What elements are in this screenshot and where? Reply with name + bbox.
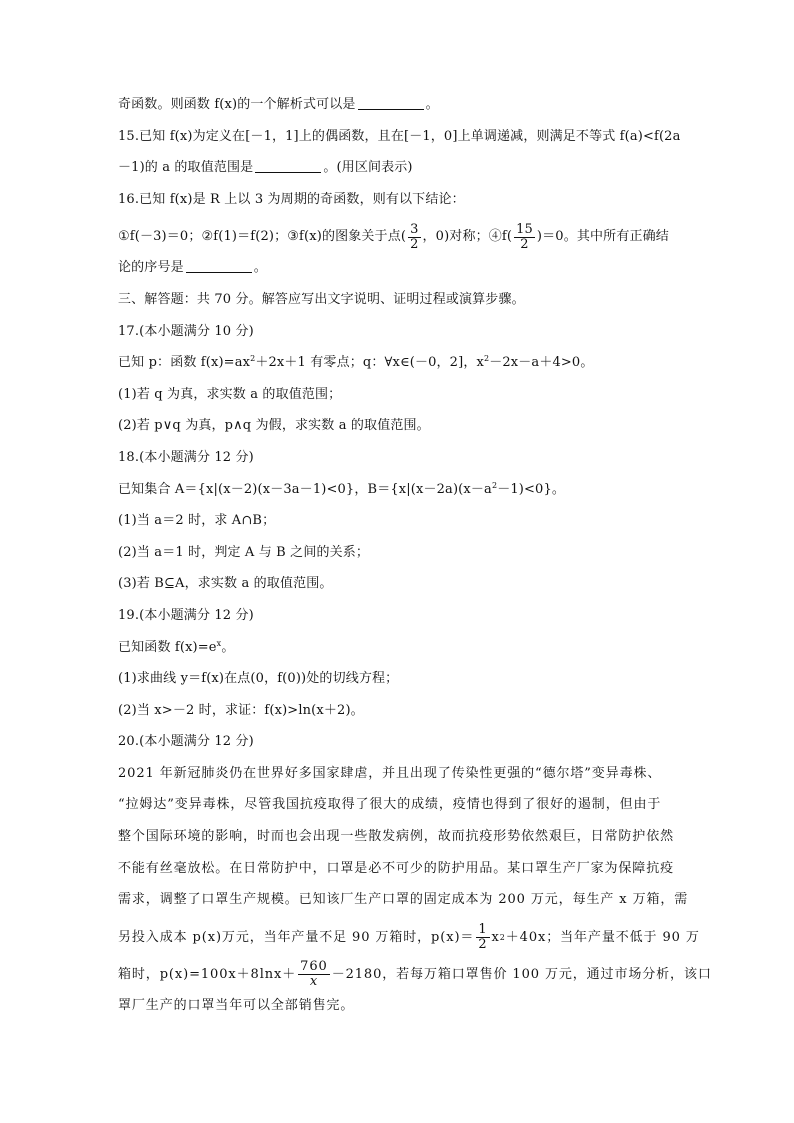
text-line <box>118 638 688 658</box>
text: (3)若 B⊆A，求实数 a 的取值范围。 <box>118 576 333 592</box>
text: (1)求曲线 y＝f(x)在点(0，f(0))处的切线方程； <box>118 671 399 687</box>
text: 已知集合 A＝{x|(x－2)(x－3a－1)<0}，B＝{x|(x－2a)(x－a <box>118 481 492 497</box>
fraction <box>476 923 489 952</box>
text: (1)若 q 为真，求实数 a 的取值范围； <box>118 386 342 402</box>
text: 三、解答题：共 70 分。解答应写出文字说明、证明过程或演算步骤。 <box>118 291 525 307</box>
text: 不能有丝毫放松。在日常防护中，口罩是必不可少的防护用品。某口罩生产厂家为保障抗疫 <box>118 860 675 876</box>
text: 奇函数。则函数 f(x)的一个解析式可以是 <box>118 97 356 112</box>
text: －2x－a＋4>0。 <box>489 355 594 371</box>
text-line <box>118 574 688 594</box>
text: (2)若 p∨q 为真，p∧q 为假，求实数 a 的取值范围。 <box>118 418 430 434</box>
text: ，0)对称；④f( <box>422 229 513 245</box>
numerator: 15 <box>516 221 533 237</box>
paragraph-line-with-fraction <box>118 959 712 991</box>
paragraph-line <box>118 890 688 910</box>
text: ＋40x；当年产量不低于 90 万 <box>505 929 700 945</box>
text: 箱时，p(x)=100x＋8lnx＋ <box>118 966 297 982</box>
fraction <box>408 223 420 252</box>
text-line-with-fractions <box>118 221 688 253</box>
text-line <box>118 543 688 563</box>
paragraph-line <box>118 996 688 1016</box>
text: 19.(本小题满分 12 分) <box>118 607 254 623</box>
fraction <box>514 223 535 252</box>
question-16-line <box>118 190 688 210</box>
text-line <box>118 385 688 405</box>
text: －1)的 a 的取值范围是 <box>118 160 254 176</box>
paragraph-line <box>118 859 688 879</box>
text-line <box>118 95 688 115</box>
text: 。 <box>221 639 235 655</box>
text: 。 <box>425 97 439 112</box>
text: “拉姆达”变异毒株，尽管我国抗疫取得了很大的成绩，疫情也得到了很好的遏制，但由于 <box>118 797 662 813</box>
text: (2)当 x>－2 时，求证：f(x)>ln(x＋2)。 <box>118 702 364 718</box>
fraction <box>298 960 330 989</box>
text: (2)当 a＝1 时，判定 A 与 B 之间的关系； <box>118 544 370 560</box>
question-20-heading <box>118 732 688 752</box>
text-line <box>118 511 688 531</box>
text: 整个国际环境的影响，时而也会出现一些散发病例，故而抗疫形势依然艰巨，日常防护依然 <box>118 829 675 845</box>
text-line <box>118 480 688 500</box>
paragraph-line <box>118 795 688 815</box>
text: 论的序号是 <box>118 260 184 276</box>
text: 20.(本小题满分 12 分) <box>118 734 254 750</box>
denominator: 2 <box>410 236 419 252</box>
text: 15.已知 f(x)为定义在[－1，1]上的偶函数，且在[－1，0]上单调递减，则满足不等式 f(a)<f(2a <box>118 128 681 144</box>
text: 16.已知 f(x)是 R 上以 3 为周期的奇函数，则有以下结论： <box>118 191 465 207</box>
paragraph-line <box>118 827 688 847</box>
text: (1)当 a＝2 时，求 A∩B； <box>118 513 276 529</box>
document-page <box>118 95 712 1027</box>
text: ①f(－3)＝0；②f(1)＝f(2)；③f(x)的图象关于点( <box>118 229 407 245</box>
paragraph-line <box>118 764 688 784</box>
text: 17.(本小题满分 10 分) <box>118 323 254 339</box>
text: 。(用区间表示) <box>323 160 413 176</box>
paragraph-line-with-fraction: 另投入成本 p(x)万元，当年产量不足 90 万箱时，p(x)＝ $\frac{1}{2}$ x 2 ＋40x；当年产量不低于 90 万 <box>118 922 700 953</box>
answer-blank <box>255 159 321 173</box>
numerator: 760 <box>300 959 328 975</box>
text: 已知函数 f(x)=e <box>118 639 217 655</box>
numerator: 1 <box>478 922 488 938</box>
text-line <box>118 353 688 373</box>
superscript: 2 <box>483 354 490 364</box>
denominator: x <box>309 974 319 990</box>
question-15-line <box>118 127 688 147</box>
text: 18.(本小题满分 12 分) <box>118 449 254 465</box>
text: 2021 年新冠肺炎仍在世界好多国家肆虐，并且出现了传染性更强的“德尔塔”变异毒株、 <box>118 765 662 781</box>
denominator: 2 <box>520 236 529 252</box>
text: x <box>491 929 500 945</box>
question-17-heading <box>118 322 688 342</box>
text: )＝0。其中所有正确结 <box>536 229 669 245</box>
question-19-heading <box>118 606 688 626</box>
text-line <box>118 669 688 689</box>
superscript: x <box>216 638 222 648</box>
text: －1)<0}。 <box>497 481 566 497</box>
answer-blank <box>358 96 424 110</box>
text: －2180，若每万箱口罩售价 100 万元，通过市场分析，该口 <box>331 966 712 982</box>
text-line <box>118 258 688 278</box>
section-heading <box>118 290 688 310</box>
text: 。 <box>253 260 267 276</box>
text: 需求，调整了口罩生产规模。已知该厂生产口罩的固定成本为 200 万元，每生产 x 万箱，需 <box>118 892 689 908</box>
text-line <box>118 158 688 178</box>
text: 罩厂生产的口罩当年可以全部销售完。 <box>118 997 355 1013</box>
text-line <box>118 416 688 436</box>
text-line <box>118 701 688 721</box>
text: 已知 p：函数 f(x)=ax <box>118 355 251 371</box>
numerator: 3 <box>410 221 419 237</box>
superscript: 2 <box>491 480 498 490</box>
answer-blank <box>186 259 252 273</box>
question-18-heading <box>118 448 688 468</box>
text: 另投入成本 p(x)万元，当年产量不足 90 万箱时，p(x)＝ <box>118 929 475 945</box>
superscript: 2 <box>250 354 256 364</box>
denominator: 2 <box>478 937 488 953</box>
text: ＋2x＋1 有零点；q：∀x∈(－0，2]，x <box>255 355 484 371</box>
